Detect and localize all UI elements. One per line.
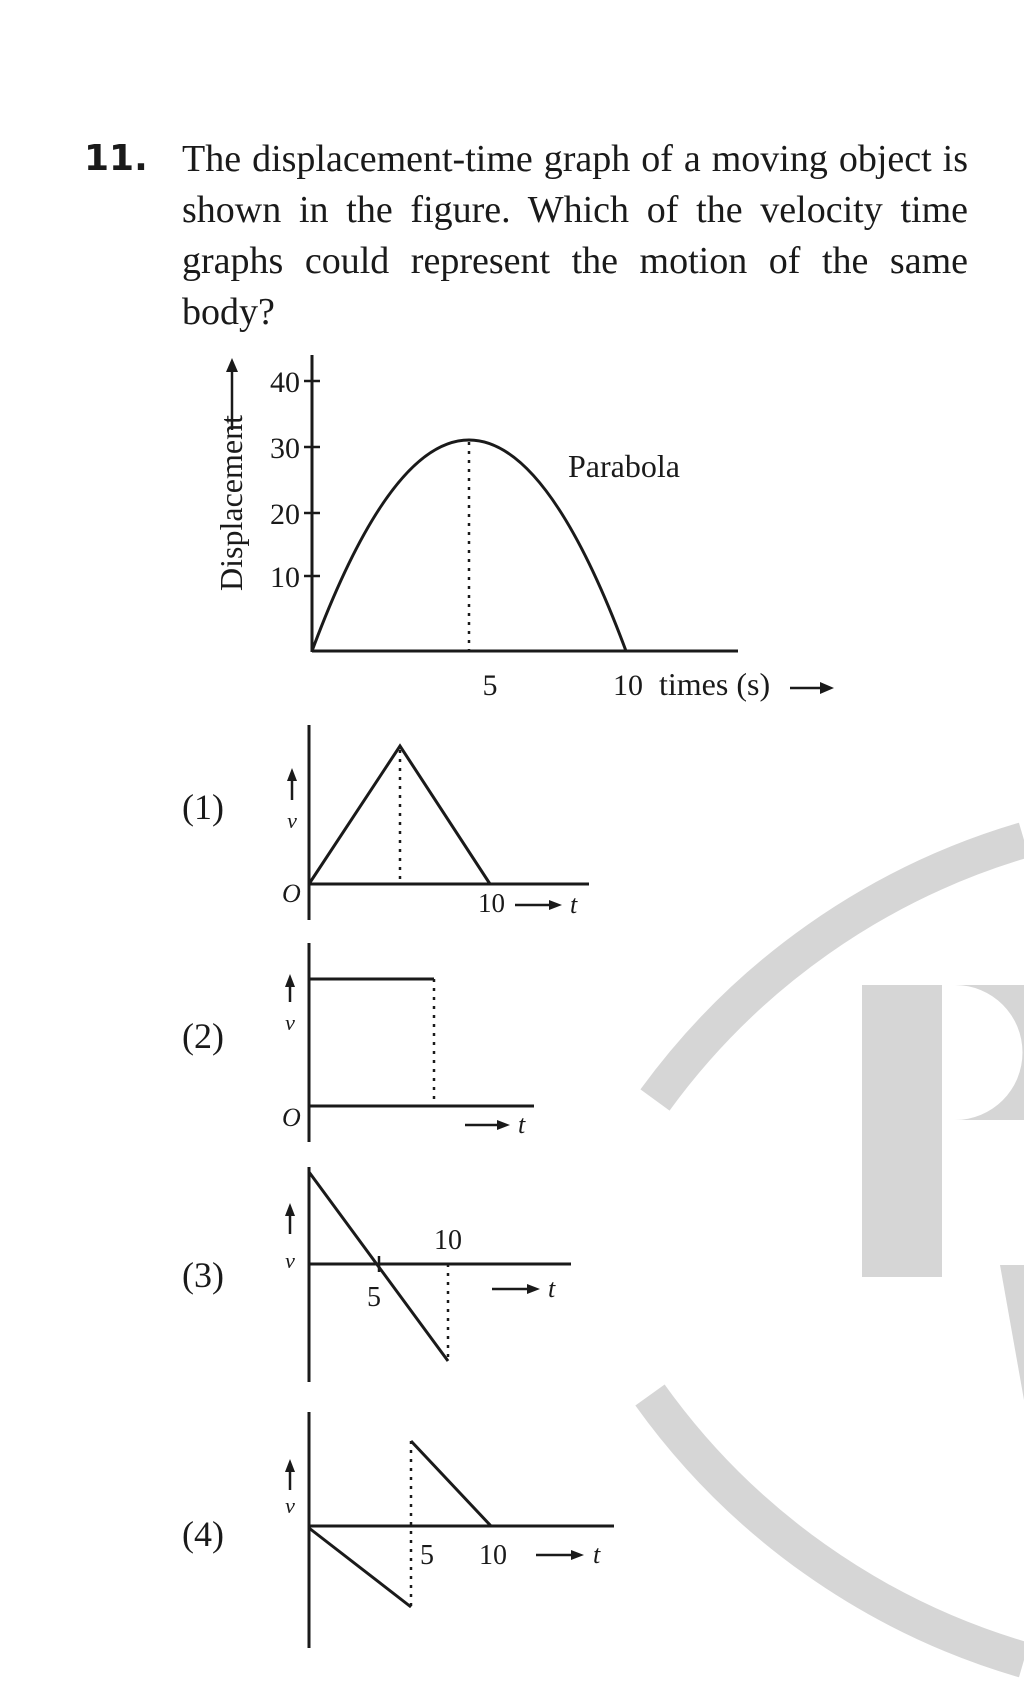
option-3-label[interactable]: (3) [182, 1255, 224, 1295]
velocity-label: v [287, 808, 297, 833]
option-4-label[interactable]: (4) [182, 1514, 224, 1554]
velocity-label: v [285, 1248, 295, 1273]
curve-label: Parabola [568, 448, 680, 484]
x-axis-label: times (s) [659, 666, 771, 702]
x-tick-label: 5 [482, 669, 498, 702]
time-label: t [518, 1110, 526, 1139]
option-2-label[interactable]: (2) [182, 1016, 224, 1056]
question-text: The displacement-time graph of a moving object is shown in the figure. Which of the velocity time graphs could represent the motion of the same body? [182, 138, 968, 333]
option-1-label[interactable]: (1) [182, 787, 224, 827]
tick-label: 10 [478, 888, 505, 918]
y-tick-label: 40 [270, 366, 300, 399]
question-number: 11. [84, 138, 148, 179]
y-tick-label: 10 [270, 561, 300, 594]
y-tick-label: 30 [270, 432, 300, 465]
tick-label: 10 [434, 1225, 462, 1256]
y-tick-label: 20 [270, 498, 300, 531]
velocity-label: v [285, 1493, 295, 1518]
origin-label: O [282, 879, 301, 908]
time-label: t [570, 890, 578, 919]
tick-label: 10 [479, 1540, 507, 1571]
y-axis-label: Displacement [213, 415, 249, 591]
tick-label: 5 [367, 1282, 381, 1313]
origin-label: O [282, 1103, 301, 1132]
tick-label: 5 [420, 1540, 434, 1571]
time-label: t [548, 1274, 556, 1303]
x-tick-label: 10 [613, 669, 643, 702]
velocity-label: v [285, 1010, 295, 1035]
time-label: t [593, 1540, 601, 1569]
